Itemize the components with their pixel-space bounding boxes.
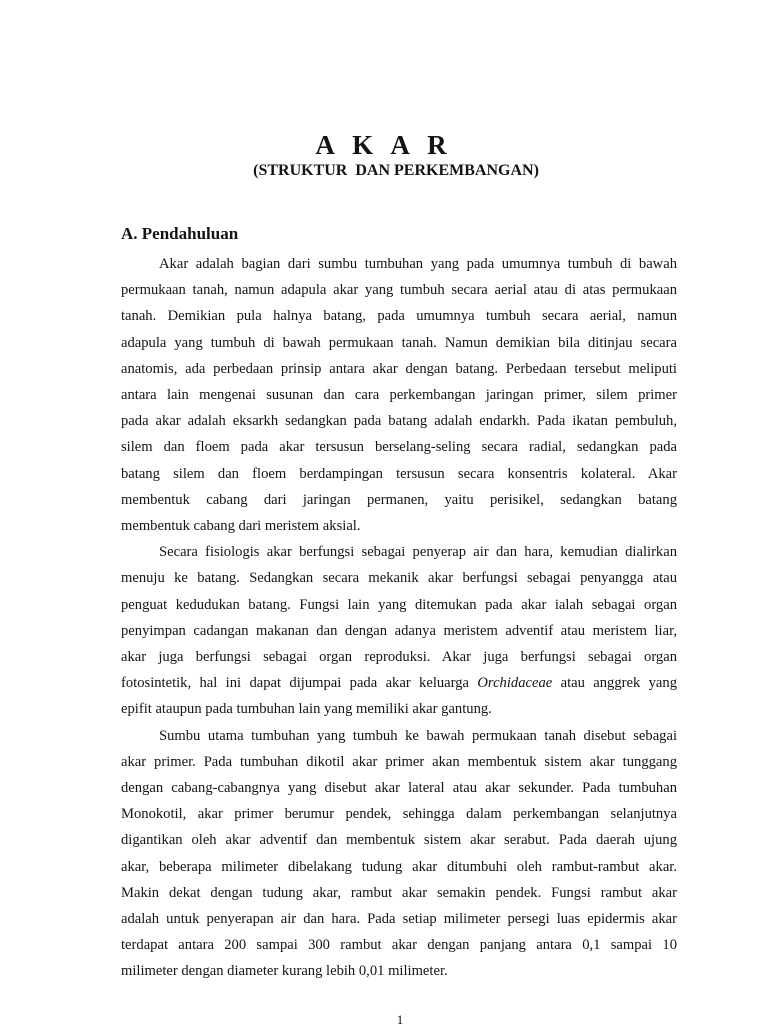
paragraph-line: penguat kedudukan batang. Fungsi lain yang ditemukan pada akar ialah sebagai organ bbox=[121, 596, 677, 613]
paragraph-line: membentuk cabang dari jaringan permanen, yaitu perisikel, sedangkan batang bbox=[121, 491, 677, 508]
paragraph-line: batang silem dan floem berdampingan tersusun secara konsentris kolateral. Akar bbox=[121, 465, 677, 482]
paragraph-line: akar juga berfungsi sebagai organ reproduksi. Akar juga berfungsi sebagai organ bbox=[121, 649, 677, 666]
paragraph-line: antara lain mengenai susunan dan cara perkembangan jaringan primer, silem primer bbox=[121, 387, 677, 404]
paragraph-line: akar, beberapa milimeter dibelakang tudung akar ditumbuhi oleh rambut-rambut akar. bbox=[121, 858, 677, 875]
paragraph-line: digantikan oleh akar adventif dan membentuk sistem akar serabut. Pada daerah ujung bbox=[121, 832, 677, 849]
paragraph-line: Makin dekat dengan tudung akar, rambut akar semakin pendek. Fungsi rambut akar bbox=[121, 884, 677, 901]
paragraph-line-italic bbox=[121, 670, 677, 696]
line-text: fotosintetik, hal ini dapat dijumpai pada akar keluarga bbox=[121, 675, 478, 692]
paragraph-line: membentuk cabang dari meristem aksial. bbox=[121, 518, 361, 535]
paragraph-line: akar primer. Pada tumbuhan dikotil akar primer akan membentuk sistem akar tunggang bbox=[121, 753, 677, 770]
paragraph-line: anatomis, ada perbedaan prinsip antara akar dengan batang. Perbedaan tersebut meliputi bbox=[121, 360, 677, 377]
paragraph-1 bbox=[121, 251, 677, 539]
paragraph-line: Monokotil, akar primer berumur pendek, sehingga dalam perkembangan selanjutnya bbox=[121, 806, 677, 823]
paragraph-line: epifit ataupun pada tumbuhan lain yang memiliki akar gantung. bbox=[121, 701, 492, 718]
section-heading: A. Pendahuluan bbox=[121, 224, 239, 243]
paragraph-line: dengan cabang-cabangnya yang disebut akar lateral atau akar sekunder. Pada tumbuhan bbox=[121, 780, 677, 797]
line-text: atau anggrek yang bbox=[552, 675, 677, 692]
italic-term: Orchidaceae bbox=[477, 675, 553, 692]
paragraph-line: silem dan floem pada akar tersusun berselang-seling secara radial, sedangkan pada bbox=[121, 439, 677, 456]
document-title: A K A R bbox=[315, 130, 453, 160]
document-subtitle: (STRUKTUR DAN PERKEMBANGAN) bbox=[253, 162, 539, 179]
paragraph-line: adapula yang tumbuh di bawah permukaan tanah. Namun demikian bila ditinjau secara bbox=[121, 334, 677, 351]
paragraph-line: Sumbu utama tumbuhan yang tumbuh ke bawah permukaan tanah disebut sebagai bbox=[159, 727, 677, 744]
page-number: 1 bbox=[396, 1012, 404, 1027]
paragraph-line: menuju ke batang. Sedangkan secara mekanik akar berfungsi sebagai penyangga atau bbox=[121, 570, 677, 587]
paragraph-2 bbox=[121, 539, 677, 722]
paragraph-line: tanah. Demikian pula halnya batang, pada umumnya tumbuh secara aerial, namun bbox=[121, 308, 677, 325]
paragraph-line: pada akar adalah eksarkh sedangkan pada batang adalah endarkh. Pada ikatan pembuluh, bbox=[121, 413, 677, 430]
paragraph-line: milimeter dengan diameter kurang lebih 0,01 milimeter. bbox=[121, 963, 448, 980]
paragraph-line: Secara fisiologis akar berfungsi sebagai penyerap air dan hara, kemudian dialirkan bbox=[159, 544, 677, 561]
body-text bbox=[121, 251, 677, 985]
paragraph-line: permukaan tanah, namun adapula akar yang tumbuh secara aerial atau di atas permukaan bbox=[121, 282, 677, 299]
paragraph-line: terdapat antara 200 sampai 300 rambut akar dengan panjang antara 0,1 sampai 10 bbox=[121, 937, 677, 954]
paragraph-3 bbox=[121, 723, 677, 985]
paragraph-line: Akar adalah bagian dari sumbu tumbuhan yang pada umumnya tumbuh di bawah bbox=[159, 256, 677, 272]
paragraph-line: penyimpan cadangan makanan dan dengan adanya meristem adventif atau meristem liar, bbox=[121, 622, 677, 639]
paragraph-line: adalah untuk penyerapan air dan hara. Pada setiap milimeter persegi luas epidermis akar bbox=[121, 911, 677, 928]
